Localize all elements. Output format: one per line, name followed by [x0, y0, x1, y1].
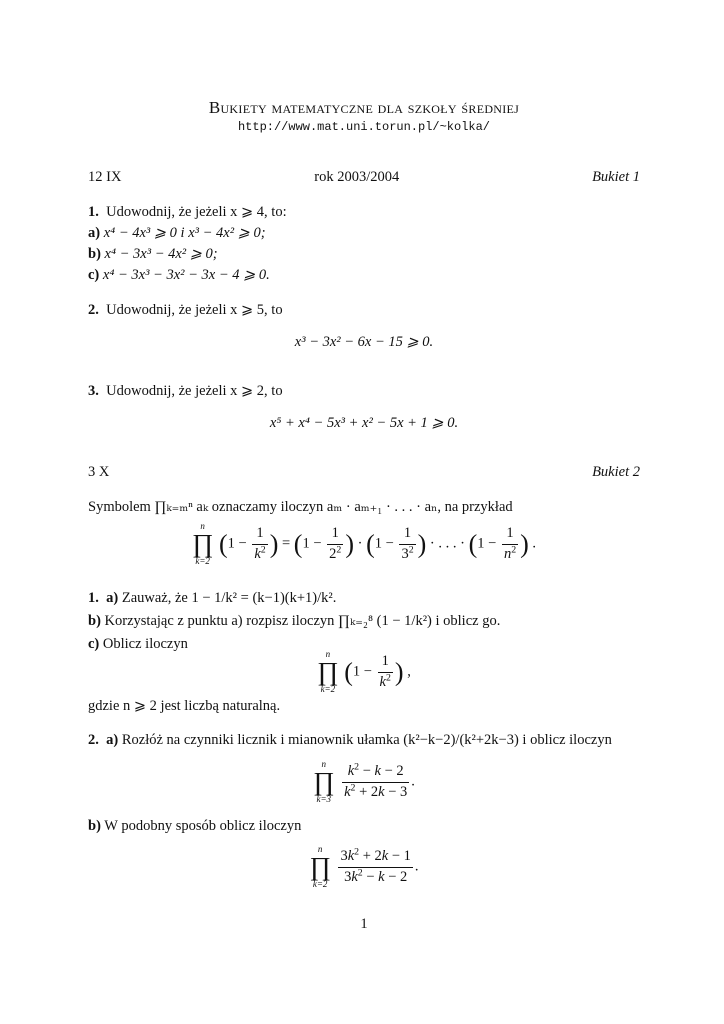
problem-number: 1.: [88, 204, 99, 220]
bukiet-1-label: Bukiet 1: [592, 169, 640, 185]
b2-problem-2-a-product: n ∏ k=3 $\frac{k^2 - k - 2}{k^2 + 2k - 3}$ .: [313, 759, 415, 804]
b2-example-product: n ∏ k=2 (1 − $\frac{1}{k^2}$ ) = (1 − $\frac{1}{2^2}$ ) · (1 − $\frac{1}{3^2}$ ) · . . . · (1 − $\frac{1}{n^2}$ ) .: [191, 521, 537, 566]
b1-problem-2-intro: [88, 301, 283, 321]
problem-number: 1.: [88, 590, 99, 606]
document-url: http://www.mat.uni.torun.pl/~kolka/: [237, 120, 491, 134]
b2-problem-1-tail: gdzie n ⩾ 2 jest liczbą naturalną.: [88, 698, 281, 714]
item-text: Korzystając z punktu a) rozpisz iloczyn ∏ₖ₌₂⁸ (1 − 1/k²) i oblicz go.: [104, 613, 501, 629]
b2-problem-2-b-product: n ∏ k=2 $\frac{3k^2 + 2k - 1}{3k^2 - k - 2}$ .: [309, 844, 419, 889]
bukiet-1-header: [88, 168, 640, 188]
b1-problem-3-intro: [88, 382, 283, 402]
b1-problem-1-c: [88, 266, 270, 286]
b2-problem-1-b: [88, 612, 500, 632]
item-label: a): [106, 590, 119, 606]
bukiet-2-date: 3 X: [88, 464, 110, 480]
item-text: W podobny sposób oblicz iloczyn: [104, 818, 302, 834]
bukiet-1-year: rok 2003/2004: [314, 169, 400, 185]
problem-text: Udowodnij, że jeżeli x ⩾ 2, to: [106, 383, 283, 399]
item-text: Rozłóż na czynniki licznik i mianownik ułamka (k²−k−2)/(k²+2k−3) i oblicz iloczyn: [121, 732, 612, 748]
document-page: [88, 0, 640, 1024]
b2-problem-2-a: [88, 731, 612, 751]
bukiet-2-header: [88, 463, 640, 483]
problem-text: Udowodnij, że jeżeli x ⩾ 5, to: [106, 302, 283, 318]
page-number: 1: [360, 916, 368, 932]
b2-symbol-definition: Symbolem ∏ₖ₌ₘⁿ aₖ oznaczamy iloczyn aₘ · aₘ₊₁ · . . . · aₙ, na przykład: [88, 499, 513, 515]
document-title: Bukiety matematyczne dla szkoły średniej: [208, 98, 520, 117]
b2-problem-2-b: [88, 817, 301, 837]
item-text: x⁴ − 4x³ ⩾ 0 i x³ − 4x² ⩾ 0;: [103, 225, 266, 241]
problem-number: 2.: [88, 732, 99, 748]
item-text: Oblicz iloczyn: [102, 636, 188, 652]
bukiet-1-date: 12 IX: [88, 169, 122, 185]
item-label: b): [88, 613, 101, 629]
b1-problem-3-formula: x⁵ + x⁴ − 5x³ + x² − 5x + 1 ⩾ 0.: [269, 415, 459, 431]
b2-problem-1-a: [88, 589, 336, 609]
item-label: b): [88, 818, 101, 834]
problem-text: Udowodnij, że jeżeli x ⩾ 4, to:: [106, 204, 287, 220]
item-text: x⁴ − 3x³ − 3x² − 3x − 4 ⩾ 0.: [102, 267, 270, 283]
b1-problem-1-intro: [88, 203, 287, 223]
problem-number: 2.: [88, 302, 99, 318]
item-label: b): [88, 246, 101, 262]
item-label: a): [88, 225, 101, 241]
b1-problem-1-a: [88, 224, 266, 244]
item-text: x⁴ − 3x³ − 4x² ⩾ 0;: [104, 246, 218, 262]
b2-problem-1-c-product: n ∏ k=2 (1 − $\frac{1}{k^2}$ ) ,: [317, 649, 411, 694]
problem-number: 3.: [88, 383, 99, 399]
bukiet-2-label: Bukiet 2: [592, 464, 640, 480]
item-text: Zauważ, że 1 − 1/k² = (k−1)(k+1)/k².: [121, 590, 337, 606]
item-label: c): [88, 636, 100, 652]
item-label: c): [88, 267, 100, 283]
item-label: a): [106, 732, 119, 748]
b1-problem-2-formula: x³ − 3x² − 6x − 15 ⩾ 0.: [294, 334, 434, 350]
b1-problem-1-b: [88, 245, 218, 265]
